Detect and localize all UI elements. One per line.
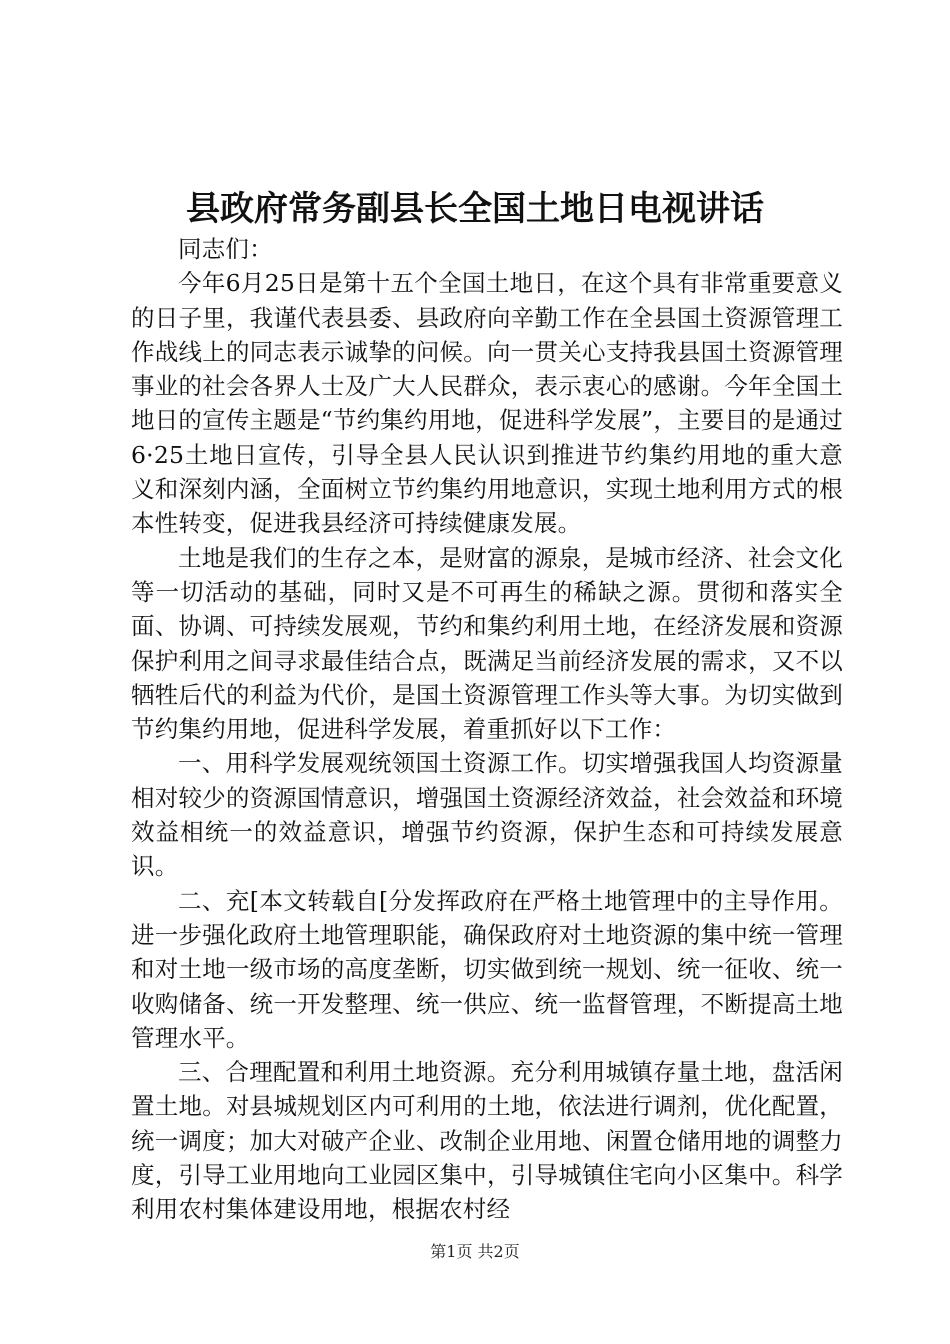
paragraph: 一、用科学发展观统领国土资源工作。切实增强我国人均资源量相对较少的资源国情意识，增强国土资源经济效益，社会效益和环境效益相统一的效益意识，增强节约资源，保护生态和可持续发展意识。 xyxy=(131,749,843,881)
document-body xyxy=(131,232,843,1227)
salutation: 同志们： xyxy=(178,235,273,263)
page-footer: 第1页 共2页 xyxy=(430,1242,520,1261)
paragraph: 二、充[本文转载自[分发挥政府在严格土地管理中的主导作用。进一步强化政府土地管理职能，确保政府对土地资源的集中统一管理和对土地一级市场的高度垄断，切实做到统一规划、统一征收、统一收购储备、统一开发整理、统一供应、统一监督管理，不断提高土地管理水平。 xyxy=(131,886,843,1052)
paragraph: 土地是我们的生存之本，是财富的源泉，是城市经济、社会文化等一切活动的基础，同时又是不可再生的稀缺之源。贯彻和落实全面、协调、可持续发展观，节约和集约利用土地，在经济发展和资源保护利用之间寻求最佳结合点，既满足当前经济发展的需求，又不以牺牲后代的利益为代价，是国土资源管理工作头等大事。为切实做到节约集约用地，促进科学发展，着重抓好以下工作： xyxy=(131,543,843,744)
document-title: 县政府常务副县长全国土地日电视讲话 xyxy=(186,189,764,229)
paragraph: 今年6月25日是第十五个全国土地日，在这个具有非常重要意义的日子里，我谨代表县委、县政府向辛勤工作在全县国土资源管理工作战线上的同志表示诚挚的问候。向一贯关心支持我县国土资源管理事业的社会各界人士及广大人民群众，表示衷心的感谢。今年全国土地日的宣传主题是“节约集约用地，促进科学发展”，主要目的是通过6·25土地日宣传，引导全县人民认识到推进节约集约用地的重大意义和深刻内涵，全面树立节约集约用地意识，实现土地利用方式的根本性转变，促进我县经济可持续健康发展。 xyxy=(131,269,843,538)
paragraph: 三、合理配置和利用土地资源。充分利用城镇存量土地，盘活闲置土地。对县城规划区内可利用的土地，依法进行调剂，优化配置，统一调度；加大对破产企业、改制企业用地、闲置仓储用地的调整力度，引导工业用地向工业园区集中，引导城镇住宅向小区集中。科学利用农村集体建设用地，根据农村经 xyxy=(131,1058,843,1224)
